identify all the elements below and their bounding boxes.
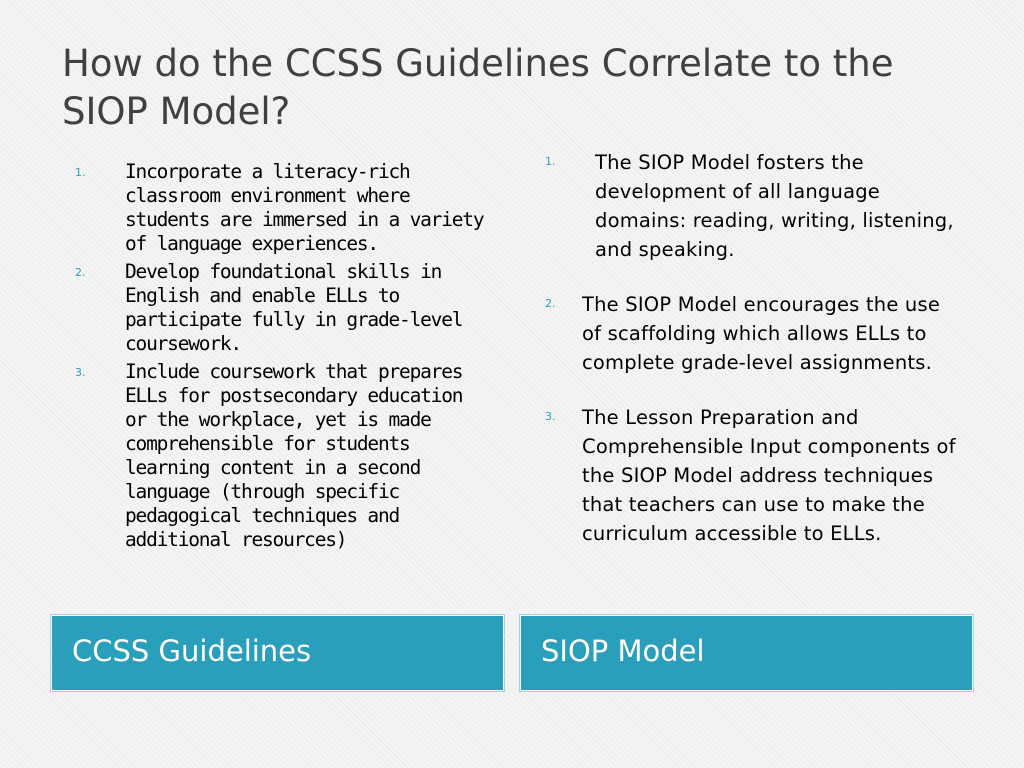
list-number: 3. [545,410,556,423]
siop-model-label-bar [519,614,974,692]
list-item-text: Incorporate a literacy-rich classroom environment where students are immersed in a variety of language experiences. [125,160,484,255]
list-number: 1. [545,155,556,168]
slide-title: How do the CCSS Guidelines Correlate to the SIOP Model? [62,42,894,133]
ccss-guidelines-label: CCSS Guidelines [72,634,312,668]
list-item-text: Include coursework that prepares ELLs for postsecondary education or the workplace, yet is made comprehensible for students learning content in a second language (through specific pedagogical techniques and additional resources) [125,360,463,551]
list-item-text: The Lesson Preparation and Comprehensible Input components of the SIOP Model address techniques that teachers can use to make the curriculum accessible to ELLs. [582,406,956,545]
list-number: 2. [75,266,86,279]
ccss-guidelines-list [75,160,485,556]
siop-model-label: SIOP Model [541,634,705,668]
list-item-text: Develop foundational skills in English and enable ELLs to participate fully in grade-level coursework. [125,260,463,355]
list-number: 2. [545,297,556,310]
list-item-text: The SIOP Model fosters the development of all language domains: reading, writing, listening, and speaking. [595,151,954,261]
ccss-guidelines-label-bar [50,614,505,692]
list-item [75,260,485,356]
siop-model-list [545,148,965,574]
list-number: 1. [75,166,86,179]
list-item [75,360,485,552]
list-number: 3. [75,366,86,379]
list-item [545,403,965,548]
list-item-text: The SIOP Model encourages the use of scaffolding which allows ELLs to complete grade-level assignments. [582,293,941,374]
list-item [545,290,965,377]
list-item [545,148,965,264]
list-item [75,160,485,256]
